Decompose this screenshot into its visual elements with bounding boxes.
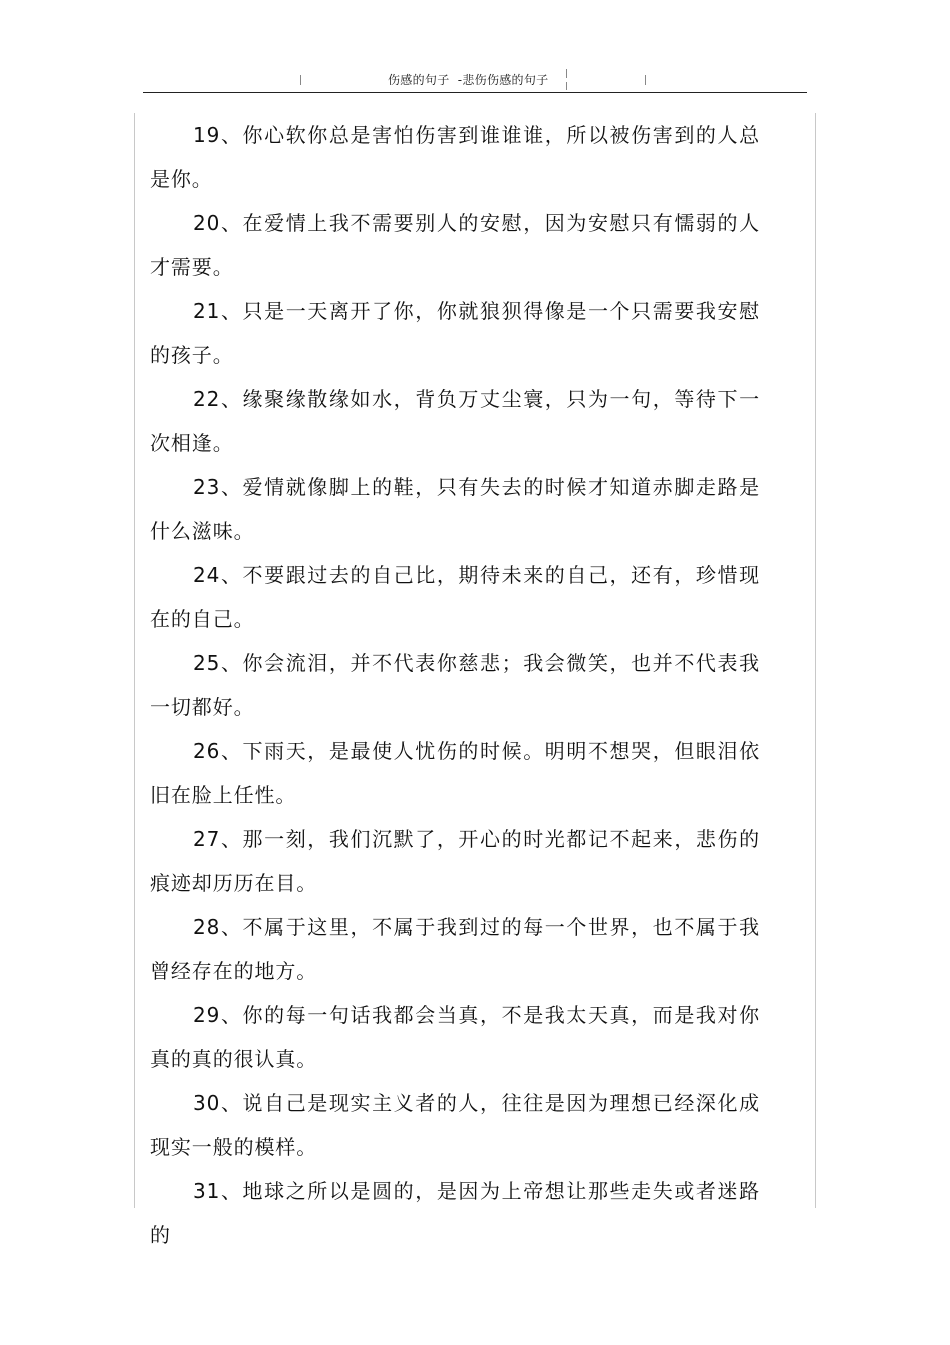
paragraph-28: 28、不属于这里，不属于我到过的每一个世界，也不属于我曾经存在的地方。 (150, 915, 760, 983)
paragraph-29: 29、你的每一句话我都会当真，不是我太天真，而是我对你真的真的很认真。 (150, 1003, 760, 1071)
paragraph-24: 24、不要跟过去的自己比，期待未来的自己，还有，珍惜现在的自己。 (150, 563, 760, 631)
header-tick-mid-bottom (566, 82, 567, 90)
paragraph-20: 20、在爱情上我不需要别人的安慰，因为安慰只有懦弱的人才需要。 (150, 211, 760, 279)
header-title: 伤感的句子 -悲伤伤感的句子 (388, 73, 549, 87)
paragraph-21: 21、只是一天离开了你，你就狼狈得像是一个只需要我安慰的孩子。 (150, 299, 760, 367)
paragraph-25: 25、你会流泪，并不代表你慈悲；我会微笑，也并不代表我一切都好。 (150, 651, 760, 719)
header-tick-right (645, 75, 646, 85)
page-header (143, 66, 807, 93)
document-body (150, 113, 760, 1257)
paragraph-22: 22、缘聚缘散缘如水，背负万丈尘寰，只为一句，等待下一次相逢。 (150, 387, 760, 455)
paragraph-30: 30、说自己是现实主义者的人，往往是因为理想已经深化成现实一般的模样。 (150, 1091, 760, 1159)
header-tick-left (300, 75, 301, 85)
paragraph-26: 26、下雨天，是最使人忧伤的时候。明明不想哭，但眼泪依旧在脸上任性。 (150, 739, 760, 807)
paragraph-31: 31、地球之所以是圆的，是因为上帝想让那些走失或者迷路的 (150, 1179, 760, 1247)
right-margin-line (815, 113, 816, 1208)
left-margin-line (134, 113, 135, 1208)
paragraph-27: 27、那一刻，我们沉默了，开心的时光都记不起来，悲伤的痕迹却历历在目。 (150, 827, 760, 895)
paragraph-19: 19、你心软你总是害怕伤害到谁谁谁，所以被伤害到的人总是你。 (150, 123, 760, 191)
header-tick-mid-top (566, 69, 567, 78)
paragraph-23: 23、爱情就像脚上的鞋，只有失去的时候才知道赤脚走路是什么滋味。 (150, 475, 760, 543)
